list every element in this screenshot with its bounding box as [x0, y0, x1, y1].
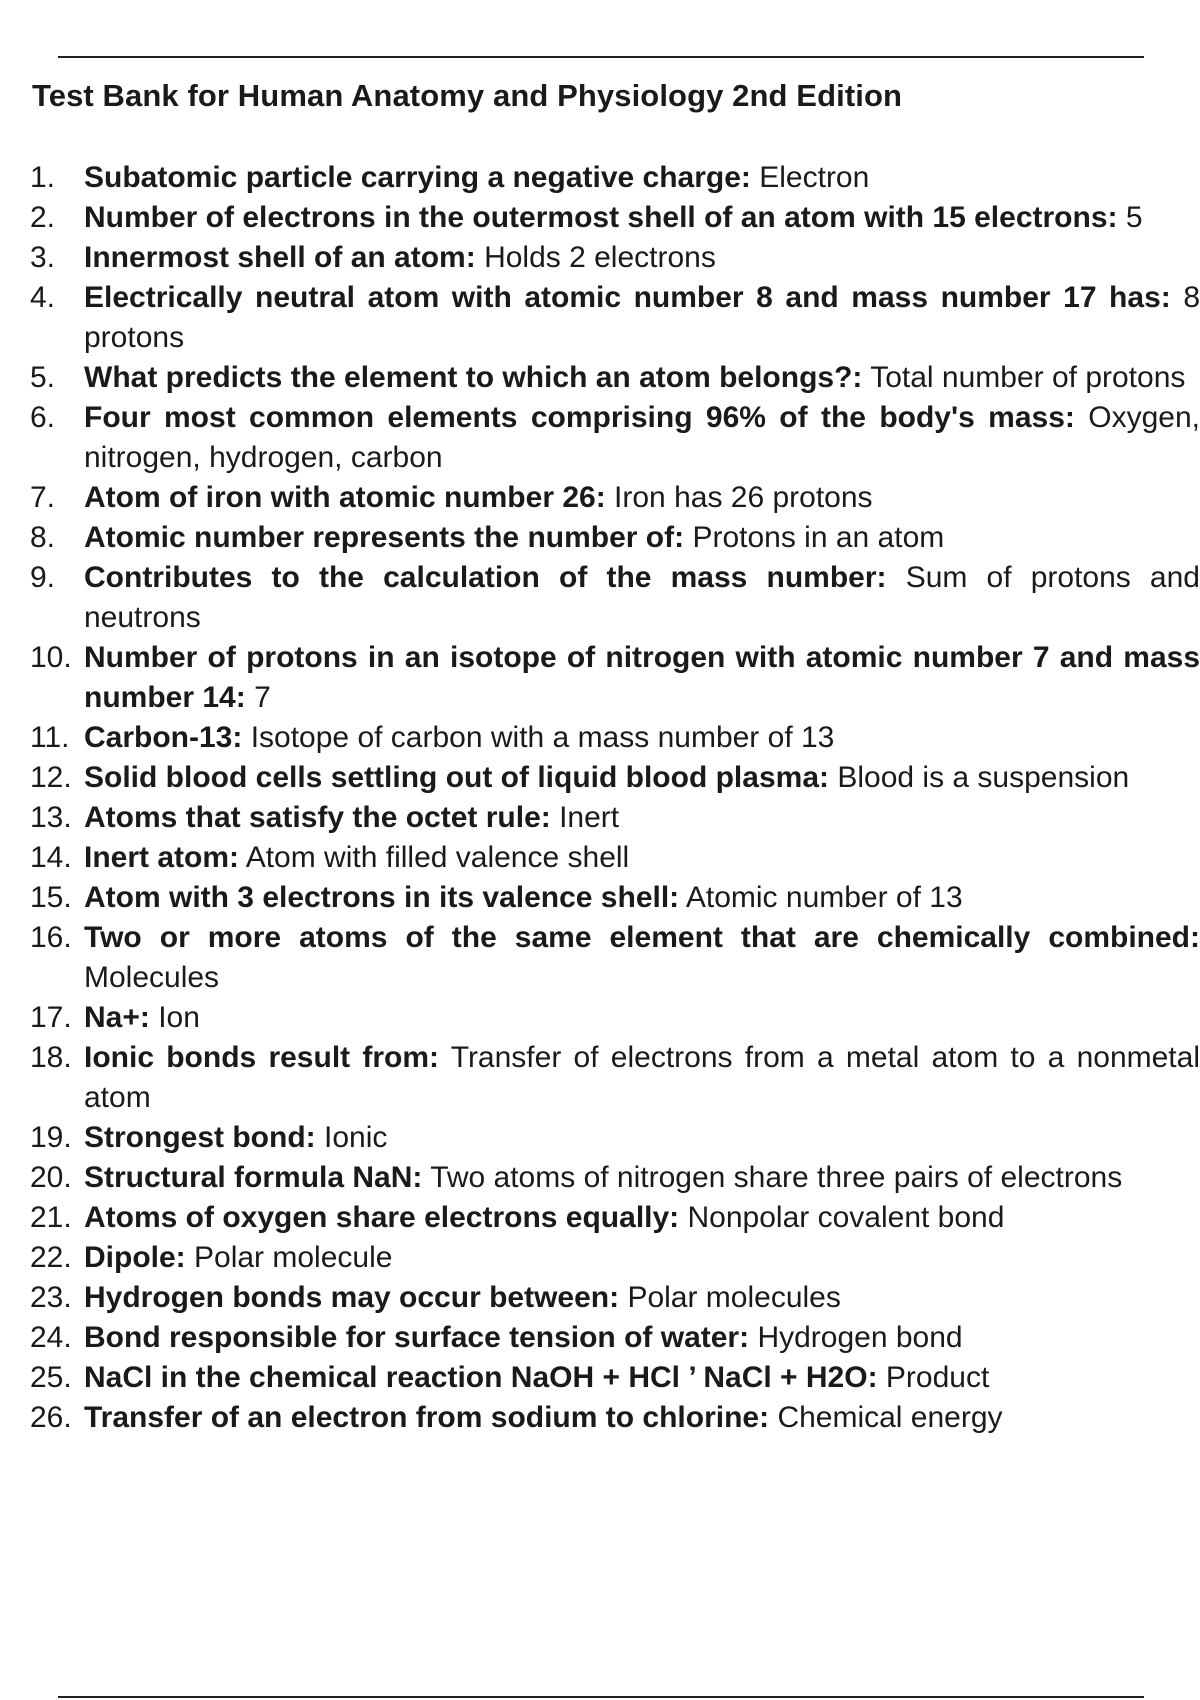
item-answer: Hydrogen bond	[757, 1321, 963, 1354]
list-item	[30, 718, 1200, 758]
item-number: 2.	[30, 201, 56, 234]
item-question: Atom of iron with atomic number 26:	[84, 481, 606, 514]
item-number: 15.	[30, 881, 72, 914]
item-number: 12.	[30, 761, 72, 794]
item-number: 7.	[30, 481, 56, 514]
item-question: Transfer of an electron from sodium to chlorine:	[84, 1401, 770, 1434]
item-answer: Isotope of carbon with a mass number of 13	[250, 721, 835, 754]
item-answer: 8 protons	[84, 281, 1200, 354]
list-item	[30, 998, 1200, 1038]
item-answer: 5	[1125, 201, 1143, 234]
item-question: Hydrogen bonds may occur between:	[84, 1281, 620, 1314]
item-answer: Nonpolar covalent bond	[687, 1201, 1005, 1234]
item-question: Solid blood cells settling out of liquid blood plasma:	[84, 761, 829, 794]
item-question: Carbon-13:	[84, 721, 243, 754]
item-answer: Polar molecules	[627, 1281, 841, 1314]
list-item	[30, 238, 1200, 278]
list-item	[30, 398, 1200, 478]
item-number: 23.	[30, 1281, 72, 1314]
item-question: Dipole:	[84, 1241, 186, 1274]
item-number: 4.	[30, 281, 56, 314]
item-answer: Two atoms of nitrogen share three pairs of electrons	[430, 1161, 1123, 1194]
item-number: 18.	[30, 1041, 72, 1074]
item-answer: Protons in an atom	[692, 521, 945, 554]
list-item	[30, 1238, 1200, 1278]
item-question: Contributes to the calculation of the mass number:	[84, 561, 887, 594]
item-question: Atoms that satisfy the octet rule:	[84, 801, 551, 834]
item-number: 20.	[30, 1161, 72, 1194]
item-question: Number of electrons in the outermost shell of an atom with 15 electrons:	[84, 201, 1118, 234]
item-answer: 7	[254, 681, 271, 714]
item-question: Strongest bond:	[84, 1121, 316, 1154]
list-item	[30, 758, 1200, 798]
item-question: Inert atom:	[84, 841, 240, 874]
item-question: NaCl in the chemical reaction NaOH + HCl ’ NaCl + H2O:	[84, 1361, 878, 1394]
list-item	[30, 518, 1200, 558]
item-answer: Atom with filled valence shell	[245, 841, 630, 874]
list-item	[30, 158, 1200, 198]
item-number: 25.	[30, 1361, 72, 1394]
item-answer: Product	[885, 1361, 990, 1394]
item-answer: Total number of protons	[870, 361, 1186, 394]
item-question: Number of protons in an isotope of nitrogen with atomic number 7 and mass number 14:	[84, 641, 1200, 714]
item-number: 26.	[30, 1401, 72, 1434]
list-item	[30, 878, 1200, 918]
item-number: 11.	[30, 721, 70, 754]
item-question: Subatomic particle carrying a negative charge:	[84, 161, 751, 194]
item-number: 3.	[30, 241, 56, 274]
item-number: 22.	[30, 1241, 72, 1274]
item-number: 6.	[30, 401, 56, 434]
item-number: 8.	[30, 521, 56, 554]
item-answer: Chemical energy	[777, 1401, 1003, 1434]
list-item	[30, 1118, 1200, 1158]
item-number: 16.	[30, 921, 72, 954]
item-answer: Oxygen, nitrogen, hydrogen, carbon	[84, 401, 1200, 474]
bottom-divider	[58, 1696, 1144, 1698]
list-item	[30, 1198, 1200, 1238]
list-item	[30, 798, 1200, 838]
list-item	[30, 918, 1200, 998]
item-answer: Atomic number of 13	[685, 881, 963, 914]
item-number: 1.	[30, 161, 56, 194]
item-answer: Transfer of electrons from a metal atom to a nonmetal atom	[84, 1041, 1200, 1114]
item-answer: Blood is a suspension	[837, 761, 1130, 794]
item-question: Bond responsible for surface tension of water:	[84, 1321, 750, 1354]
item-question: Atoms of oxygen share electrons equally:	[84, 1201, 680, 1234]
item-number: 14.	[30, 841, 72, 874]
list-item	[30, 1398, 1200, 1438]
list-item	[30, 198, 1200, 238]
item-question: What predicts the element to which an atom belongs?:	[84, 361, 863, 394]
list-item	[30, 478, 1200, 518]
item-question: Four most common elements comprising 96% of the body's mass:	[84, 401, 1075, 434]
item-answer: Inert	[559, 801, 620, 834]
item-question: Structural formula NaN:	[84, 1161, 423, 1194]
item-answer: Polar molecule	[194, 1241, 393, 1274]
item-answer: Molecules	[84, 961, 220, 994]
item-number: 17.	[30, 1001, 72, 1034]
item-question: Innermost shell of an atom:	[84, 241, 476, 274]
item-answer: Sum of protons and neutrons	[84, 561, 1200, 634]
item-answer: Ionic	[323, 1121, 388, 1154]
item-question: Atom with 3 electrons in its valence shell:	[84, 881, 680, 914]
list-item	[30, 358, 1200, 398]
top-divider	[58, 56, 1144, 58]
item-answer: Electron	[759, 161, 870, 194]
list-item	[30, 1318, 1200, 1358]
item-number: 19.	[30, 1121, 72, 1154]
list-item	[30, 1358, 1200, 1398]
item-number: 24.	[30, 1321, 72, 1354]
list-item	[30, 838, 1200, 878]
item-number: 9.	[30, 561, 56, 594]
list-item	[30, 1278, 1200, 1318]
item-question: Ionic bonds result from:	[84, 1041, 440, 1074]
list-item	[30, 278, 1200, 358]
document-title: Test Bank for Human Anatomy and Physiology 2nd Edition	[32, 78, 903, 113]
item-question: Electrically neutral atom with atomic number 8 and mass number 17 has:	[84, 281, 1171, 314]
item-number: 5.	[30, 361, 56, 394]
list-item	[30, 638, 1200, 718]
list-item	[30, 558, 1200, 638]
list-item	[30, 1038, 1200, 1118]
list-item	[30, 1158, 1200, 1198]
item-answer: Ion	[158, 1001, 200, 1034]
item-number: 10.	[30, 641, 72, 674]
item-question: Two or more atoms of the same element that are chemically combined:	[84, 921, 1200, 954]
question-list	[30, 158, 1200, 1438]
item-answer: Iron has 26 protons	[614, 481, 873, 514]
item-question: Na+:	[84, 1001, 150, 1034]
item-number: 13.	[30, 801, 72, 834]
item-number: 21.	[30, 1201, 72, 1234]
item-question: Atomic number represents the number of:	[84, 521, 685, 554]
item-answer: Holds 2 electrons	[484, 241, 716, 274]
